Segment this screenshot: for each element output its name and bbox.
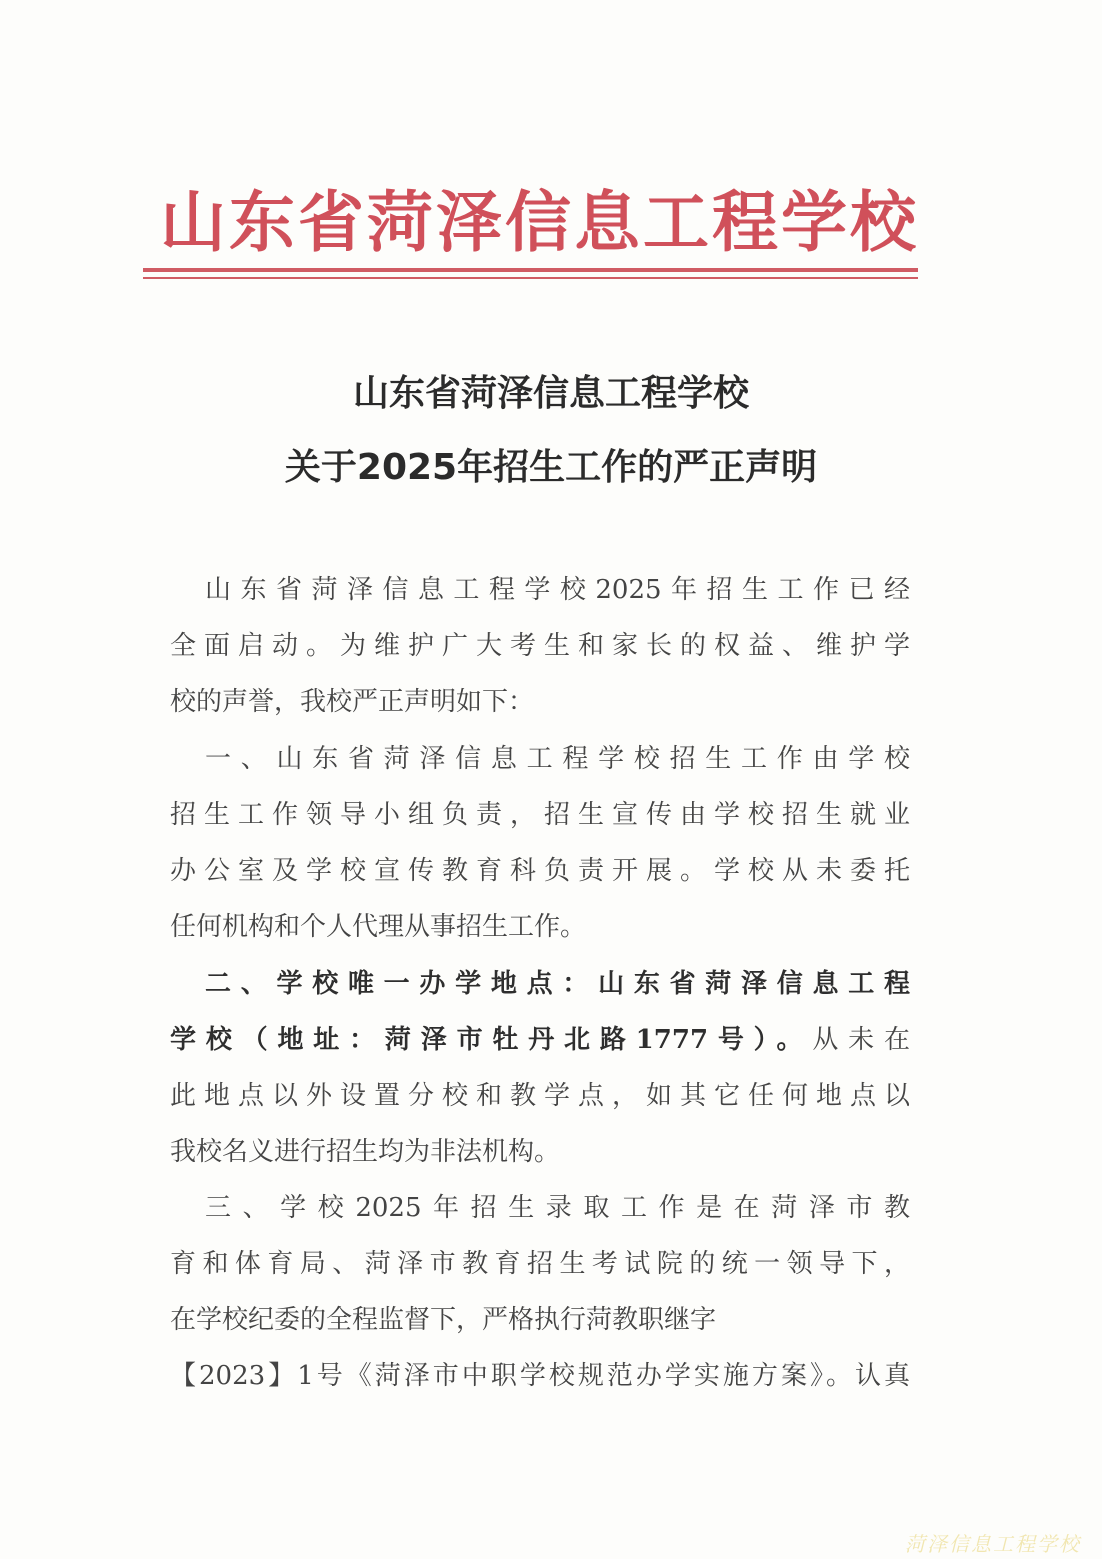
address-bold-text: 学校（地址：菏泽市牡丹北路1777号）。 — [170, 1025, 813, 1055]
document-title-line-1: 山东省菏泽信息工程学校 — [352, 373, 749, 414]
body-line: 我校名义进行招生均为非法机构。 — [170, 1137, 561, 1167]
body-line: 办公室及学校宣传教育科负责开展。学校从未委托 — [170, 856, 910, 886]
body-line: 山东省菏泽信息工程学校2025年招生工作已经 — [205, 575, 910, 605]
body-line-bold: 二、学校唯一办学地点：山东省菏泽信息工程 — [205, 969, 910, 999]
body-line: 一、山东省菏泽信息工程学校招生工作由学校 — [205, 744, 910, 774]
body-line: 招生工作领导小组负责，招生宣传由学校招生就业 — [170, 800, 910, 830]
body-line: 育和体育局、菏泽市教育招生考试院的统一领导下， — [170, 1249, 910, 1279]
body-line: 任何机构和个人代理从事招生工作。 — [170, 912, 587, 942]
body-line: 此地点以外设置分校和教学点，如其它任何地点以 — [170, 1081, 910, 1111]
letterhead-rule-thick — [143, 268, 918, 272]
body-line-mixed — [170, 1022, 910, 1058]
letterhead-title: 山东省菏泽信息工程学校 — [160, 183, 919, 261]
body-line: 全面启动。为维护广大考生和家长的权益、维护学 — [170, 631, 910, 661]
letterhead-rule-thin — [143, 277, 918, 279]
body-line: 校的声誉，我校严正声明如下： — [170, 687, 535, 717]
body-line: 在学校纪委的全程监督下，严格执行菏教职继字 — [170, 1305, 717, 1335]
body-line: 三、学校2025年招生录取工作是在菏泽市教 — [205, 1193, 910, 1223]
body-text: 从未在 — [812, 1025, 910, 1055]
document-title-line-2: 关于2025年招生工作的严正声明 — [284, 447, 818, 488]
body-line: 【2023】1号《菏泽市中职学校规范办学实施方案》。认真 — [170, 1361, 910, 1391]
corner-watermark: 菏泽信息工程学校 — [905, 1532, 1081, 1556]
